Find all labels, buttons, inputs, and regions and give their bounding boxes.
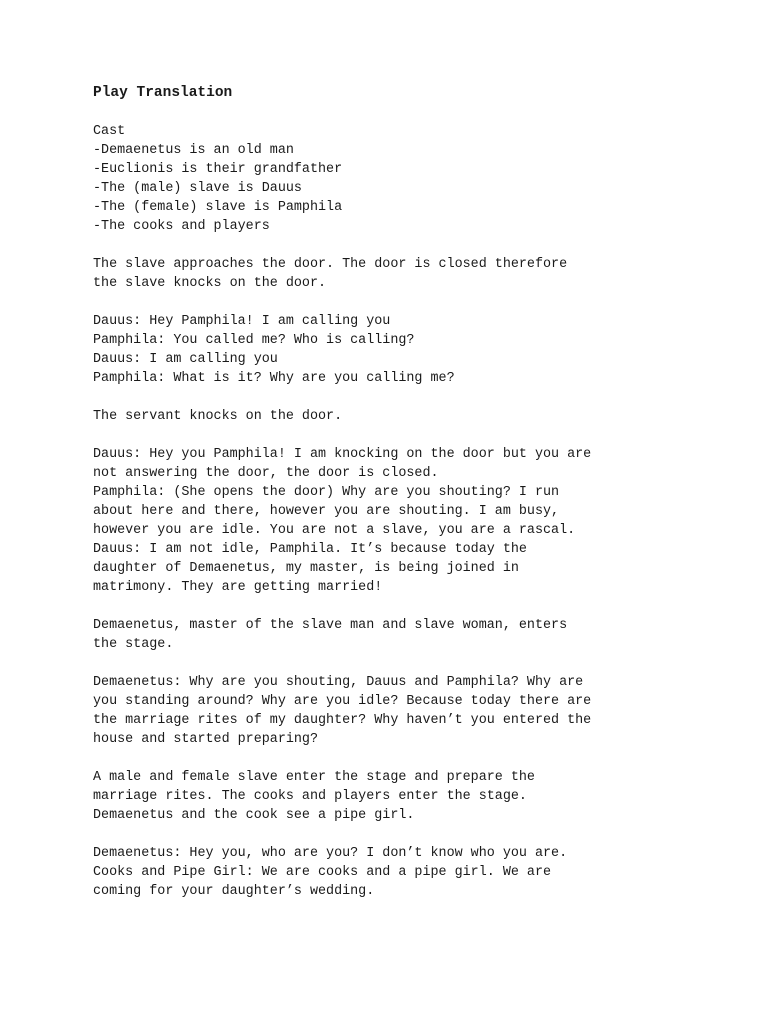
text-line: -The cooks and players [93,219,270,234]
text-line: Dauus: Hey Pamphila! I am calling you [93,314,391,329]
text-line: Cooks and Pipe Girl: We are cooks and a pipe girl. We are [93,865,552,880]
text-line: Demaenetus, master of the slave man and slave woman, enters [93,618,568,633]
text-line: matrimony. They are getting married! [93,580,383,595]
text-line: -The (female) slave is Pamphila [93,200,343,215]
text-line: about here and there, however you are shouting. I am busy, [93,504,560,519]
document-page [93,84,713,920]
text-line: -The (male) slave is Dauus [93,181,302,196]
text-line: Demaenetus and the cook see a pipe girl. [93,808,415,823]
text-line: -Demaenetus is an old man [93,143,294,158]
text-line: marriage rites. The cooks and players enter the stage. [93,789,527,804]
stage-direction-block [93,407,713,426]
stage-direction-block [93,616,713,654]
text-line: The servant knocks on the door. [93,409,343,424]
dialogue-block [93,844,713,901]
text-line: -Euclionis is their grandfather [93,162,343,177]
text-line: Dauus: I am calling you [93,352,278,367]
text-line: daughter of Demaenetus, my master, is being joined in [93,561,519,576]
dialogue-block [93,312,713,388]
text-line: Demaenetus: Hey you, who are you? I don’t know who you are. [93,846,568,861]
document-body [93,122,713,901]
text-line: Pamphila: What is it? Why are you calling me? [93,371,455,386]
text-line: Pamphila: (She opens the door) Why are you shouting? I run [93,485,560,500]
text-line: Cast [93,124,126,139]
text-line: A male and female slave enter the stage and prepare the [93,770,535,785]
document-title: Play Translation [93,85,233,101]
text-line: Dauus: Hey you Pamphila! I am knocking on the door but you are [93,447,592,462]
text-line: Dauus: I am not idle, Pamphila. It’s because today the [93,542,527,557]
stage-direction-block [93,255,713,293]
text-line: house and started preparing? [93,732,318,747]
text-line: Demaenetus: Why are you shouting, Dauus and Pamphila? Why are [93,675,584,690]
text-line: you standing around? Why are you idle? Because today there are [93,694,592,709]
stage-direction-block [93,768,713,825]
text-line: not answering the door, the door is closed. [93,466,439,481]
text-line: the slave knocks on the door. [93,276,327,291]
text-line: The slave approaches the door. The door is closed therefore [93,257,568,272]
text-line: the stage. [93,637,174,652]
text-line: coming for your daughter’s wedding. [93,884,375,899]
text-line: the marriage rites of my daughter? Why haven’t you entered the [93,713,592,728]
dialogue-block [93,445,713,597]
cast-block [93,122,713,236]
text-line: however you are idle. You are not a slave, you are a rascal. [93,523,576,538]
text-line: Pamphila: You called me? Who is calling? [93,333,415,348]
dialogue-block [93,673,713,749]
